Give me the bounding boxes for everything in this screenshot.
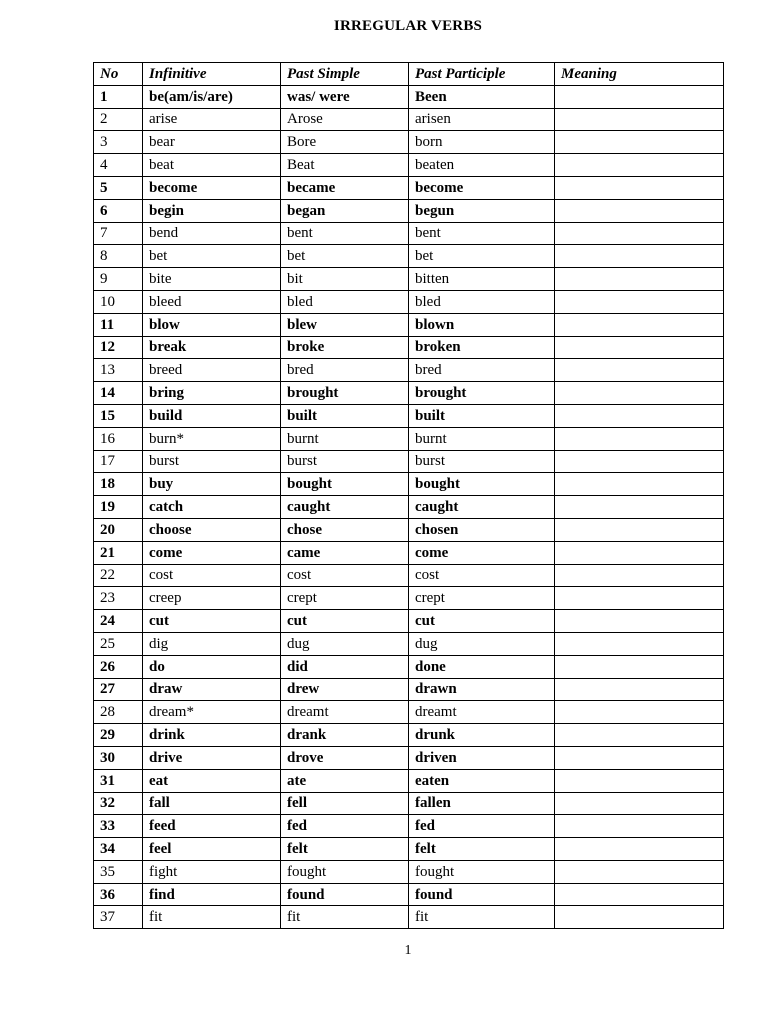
cell-no: 16	[94, 427, 143, 450]
cell-no: 32	[94, 792, 143, 815]
cell-infinitive: bring	[143, 382, 281, 405]
table-row	[94, 427, 724, 450]
table-row	[94, 518, 724, 541]
header-meaning: Meaning	[555, 63, 724, 86]
cell-past-simple: dreamt	[281, 701, 409, 724]
cell-past-simple: bit	[281, 268, 409, 291]
cell-past-participle: become	[409, 176, 555, 199]
cell-past-participle: bent	[409, 222, 555, 245]
table-row	[94, 610, 724, 633]
cell-infinitive: find	[143, 883, 281, 906]
table-row	[94, 313, 724, 336]
cell-meaning	[555, 655, 724, 678]
cell-past-participle: crept	[409, 587, 555, 610]
cell-past-participle: fit	[409, 906, 555, 929]
cell-past-simple: came	[281, 541, 409, 564]
cell-no: 11	[94, 313, 143, 336]
cell-past-participle: blown	[409, 313, 555, 336]
cell-meaning	[555, 336, 724, 359]
cell-no: 23	[94, 587, 143, 610]
cell-meaning	[555, 404, 724, 427]
cell-meaning	[555, 541, 724, 564]
cell-past-simple: cost	[281, 564, 409, 587]
cell-infinitive: fit	[143, 906, 281, 929]
cell-infinitive: fight	[143, 860, 281, 883]
cell-no: 37	[94, 906, 143, 929]
cell-past-simple: drank	[281, 724, 409, 747]
cell-past-participle: found	[409, 883, 555, 906]
table-row	[94, 85, 724, 108]
cell-past-simple: drew	[281, 678, 409, 701]
cell-infinitive: choose	[143, 518, 281, 541]
cell-past-participle: bet	[409, 245, 555, 268]
cell-past-participle: chosen	[409, 518, 555, 541]
cell-past-simple: broke	[281, 336, 409, 359]
cell-past-simple: blew	[281, 313, 409, 336]
cell-past-simple: fed	[281, 815, 409, 838]
table-row	[94, 359, 724, 382]
page-title: IRREGULAR VERBS	[333, 18, 483, 34]
table-row	[94, 222, 724, 245]
table-row	[94, 290, 724, 313]
cell-infinitive: drink	[143, 724, 281, 747]
table-row	[94, 336, 724, 359]
cell-no: 21	[94, 541, 143, 564]
table-row	[94, 245, 724, 268]
cell-infinitive: draw	[143, 678, 281, 701]
cell-infinitive: cut	[143, 610, 281, 633]
cell-infinitive: be(am/is/are)	[143, 85, 281, 108]
cell-no: 31	[94, 769, 143, 792]
cell-past-participle: broken	[409, 336, 555, 359]
table-row	[94, 838, 724, 861]
cell-past-simple: burnt	[281, 427, 409, 450]
table-row	[94, 404, 724, 427]
cell-infinitive: fall	[143, 792, 281, 815]
cell-meaning	[555, 906, 724, 929]
table-row	[94, 382, 724, 405]
cell-past-participle: brought	[409, 382, 555, 405]
cell-meaning	[555, 427, 724, 450]
cell-meaning	[555, 678, 724, 701]
cell-past-participle: born	[409, 131, 555, 154]
cell-meaning	[555, 176, 724, 199]
cell-no: 5	[94, 176, 143, 199]
cell-infinitive: bite	[143, 268, 281, 291]
cell-past-participle: arisen	[409, 108, 555, 131]
cell-past-simple: ate	[281, 769, 409, 792]
cell-infinitive: bend	[143, 222, 281, 245]
cell-past-simple: caught	[281, 496, 409, 519]
cell-meaning	[555, 359, 724, 382]
cell-past-simple: bred	[281, 359, 409, 382]
page-number: 1	[404, 943, 412, 958]
cell-infinitive: breed	[143, 359, 281, 382]
cell-no: 34	[94, 838, 143, 861]
cell-infinitive: catch	[143, 496, 281, 519]
cell-meaning	[555, 792, 724, 815]
cell-meaning	[555, 518, 724, 541]
cell-past-participle: bitten	[409, 268, 555, 291]
cell-past-simple: fought	[281, 860, 409, 883]
cell-infinitive: eat	[143, 769, 281, 792]
cell-past-participle: fed	[409, 815, 555, 838]
cell-past-participle: begun	[409, 199, 555, 222]
cell-past-simple: bought	[281, 473, 409, 496]
cell-infinitive: blow	[143, 313, 281, 336]
table-row	[94, 154, 724, 177]
cell-infinitive: bear	[143, 131, 281, 154]
cell-no: 4	[94, 154, 143, 177]
cell-no: 13	[94, 359, 143, 382]
cell-past-participle: bred	[409, 359, 555, 382]
cell-past-participle: bought	[409, 473, 555, 496]
cell-past-participle: felt	[409, 838, 555, 861]
cell-past-participle: cut	[409, 610, 555, 633]
cell-meaning	[555, 382, 724, 405]
header-no: No	[94, 63, 143, 86]
table-row	[94, 199, 724, 222]
cell-past-simple: fit	[281, 906, 409, 929]
cell-past-participle: driven	[409, 746, 555, 769]
cell-meaning	[555, 313, 724, 336]
cell-past-participle: dreamt	[409, 701, 555, 724]
cell-no: 2	[94, 108, 143, 131]
cell-meaning	[555, 860, 724, 883]
cell-no: 26	[94, 655, 143, 678]
cell-meaning	[555, 199, 724, 222]
cell-infinitive: dream*	[143, 701, 281, 724]
cell-infinitive: bleed	[143, 290, 281, 313]
cell-infinitive: burn*	[143, 427, 281, 450]
cell-meaning	[555, 85, 724, 108]
cell-past-simple: began	[281, 199, 409, 222]
cell-past-simple: bled	[281, 290, 409, 313]
cell-no: 27	[94, 678, 143, 701]
cell-infinitive: bet	[143, 245, 281, 268]
table-row	[94, 587, 724, 610]
cell-past-simple: became	[281, 176, 409, 199]
cell-meaning	[555, 587, 724, 610]
cell-past-participle: cost	[409, 564, 555, 587]
cell-past-simple: found	[281, 883, 409, 906]
cell-infinitive: become	[143, 176, 281, 199]
table-row	[94, 541, 724, 564]
table-row	[94, 564, 724, 587]
cell-no: 9	[94, 268, 143, 291]
cell-past-simple: bet	[281, 245, 409, 268]
table-row	[94, 473, 724, 496]
cell-no: 35	[94, 860, 143, 883]
cell-infinitive: burst	[143, 450, 281, 473]
cell-no: 33	[94, 815, 143, 838]
cell-past-participle: burst	[409, 450, 555, 473]
cell-no: 10	[94, 290, 143, 313]
table-row	[94, 678, 724, 701]
cell-meaning	[555, 496, 724, 519]
cell-no: 36	[94, 883, 143, 906]
header-infinitive: Infinitive	[143, 63, 281, 86]
cell-meaning	[555, 701, 724, 724]
cell-infinitive: come	[143, 541, 281, 564]
cell-no: 7	[94, 222, 143, 245]
cell-infinitive: feel	[143, 838, 281, 861]
table-row	[94, 724, 724, 747]
cell-meaning	[555, 154, 724, 177]
cell-meaning	[555, 838, 724, 861]
cell-meaning	[555, 883, 724, 906]
cell-infinitive: beat	[143, 154, 281, 177]
cell-past-simple: bent	[281, 222, 409, 245]
cell-no: 30	[94, 746, 143, 769]
cell-no: 25	[94, 632, 143, 655]
cell-meaning	[555, 769, 724, 792]
cell-infinitive: feed	[143, 815, 281, 838]
cell-past-simple: drove	[281, 746, 409, 769]
cell-meaning	[555, 724, 724, 747]
cell-past-participle: drawn	[409, 678, 555, 701]
cell-past-participle: fought	[409, 860, 555, 883]
cell-past-participle: fallen	[409, 792, 555, 815]
cell-meaning	[555, 815, 724, 838]
cell-past-participle: done	[409, 655, 555, 678]
table-row	[94, 815, 724, 838]
table-row	[94, 131, 724, 154]
table-row	[94, 860, 724, 883]
cell-infinitive: drive	[143, 746, 281, 769]
header-past-participle: Past Participle	[409, 63, 555, 86]
cell-meaning	[555, 268, 724, 291]
cell-past-simple: fell	[281, 792, 409, 815]
table-row	[94, 701, 724, 724]
cell-no: 24	[94, 610, 143, 633]
cell-past-participle: Been	[409, 85, 555, 108]
cell-infinitive: build	[143, 404, 281, 427]
cell-infinitive: cost	[143, 564, 281, 587]
cell-no: 22	[94, 564, 143, 587]
cell-meaning	[555, 290, 724, 313]
cell-past-simple: felt	[281, 838, 409, 861]
table-row	[94, 496, 724, 519]
cell-past-participle: burnt	[409, 427, 555, 450]
cell-no: 18	[94, 473, 143, 496]
cell-past-simple: burst	[281, 450, 409, 473]
cell-past-simple: did	[281, 655, 409, 678]
table-row	[94, 450, 724, 473]
cell-past-simple: cut	[281, 610, 409, 633]
cell-no: 3	[94, 131, 143, 154]
cell-no: 8	[94, 245, 143, 268]
cell-past-participle: drunk	[409, 724, 555, 747]
cell-past-simple: built	[281, 404, 409, 427]
cell-past-participle: caught	[409, 496, 555, 519]
table-row	[94, 883, 724, 906]
cell-no: 1	[94, 85, 143, 108]
header-past-simple: Past Simple	[281, 63, 409, 86]
cell-past-participle: beaten	[409, 154, 555, 177]
cell-infinitive: creep	[143, 587, 281, 610]
cell-no: 6	[94, 199, 143, 222]
cell-no: 19	[94, 496, 143, 519]
irregular-verbs-table	[93, 62, 724, 929]
cell-past-simple: dug	[281, 632, 409, 655]
table-row	[94, 268, 724, 291]
cell-no: 29	[94, 724, 143, 747]
table-header-row	[94, 63, 724, 86]
cell-past-participle: eaten	[409, 769, 555, 792]
cell-meaning	[555, 131, 724, 154]
cell-meaning	[555, 473, 724, 496]
table-row	[94, 108, 724, 131]
cell-past-simple: Bore	[281, 131, 409, 154]
cell-meaning	[555, 610, 724, 633]
cell-past-participle: built	[409, 404, 555, 427]
cell-past-participle: come	[409, 541, 555, 564]
cell-meaning	[555, 450, 724, 473]
cell-meaning	[555, 632, 724, 655]
table-row	[94, 769, 724, 792]
table-row	[94, 655, 724, 678]
cell-meaning	[555, 108, 724, 131]
cell-no: 15	[94, 404, 143, 427]
table-body	[94, 85, 724, 928]
cell-infinitive: break	[143, 336, 281, 359]
cell-no: 12	[94, 336, 143, 359]
cell-no: 20	[94, 518, 143, 541]
cell-meaning	[555, 245, 724, 268]
cell-infinitive: dig	[143, 632, 281, 655]
cell-infinitive: do	[143, 655, 281, 678]
cell-infinitive: buy	[143, 473, 281, 496]
cell-no: 17	[94, 450, 143, 473]
cell-meaning	[555, 746, 724, 769]
cell-no: 28	[94, 701, 143, 724]
cell-past-simple: Beat	[281, 154, 409, 177]
cell-past-simple: crept	[281, 587, 409, 610]
table-row	[94, 792, 724, 815]
cell-infinitive: begin	[143, 199, 281, 222]
cell-past-simple: Arose	[281, 108, 409, 131]
table-row	[94, 632, 724, 655]
cell-no: 14	[94, 382, 143, 405]
cell-past-participle: dug	[409, 632, 555, 655]
cell-past-simple: chose	[281, 518, 409, 541]
table-row	[94, 746, 724, 769]
cell-past-simple: brought	[281, 382, 409, 405]
cell-meaning	[555, 564, 724, 587]
cell-meaning	[555, 222, 724, 245]
table-row	[94, 906, 724, 929]
cell-past-simple: was/ were	[281, 85, 409, 108]
table-row	[94, 176, 724, 199]
cell-infinitive: arise	[143, 108, 281, 131]
cell-past-participle: bled	[409, 290, 555, 313]
